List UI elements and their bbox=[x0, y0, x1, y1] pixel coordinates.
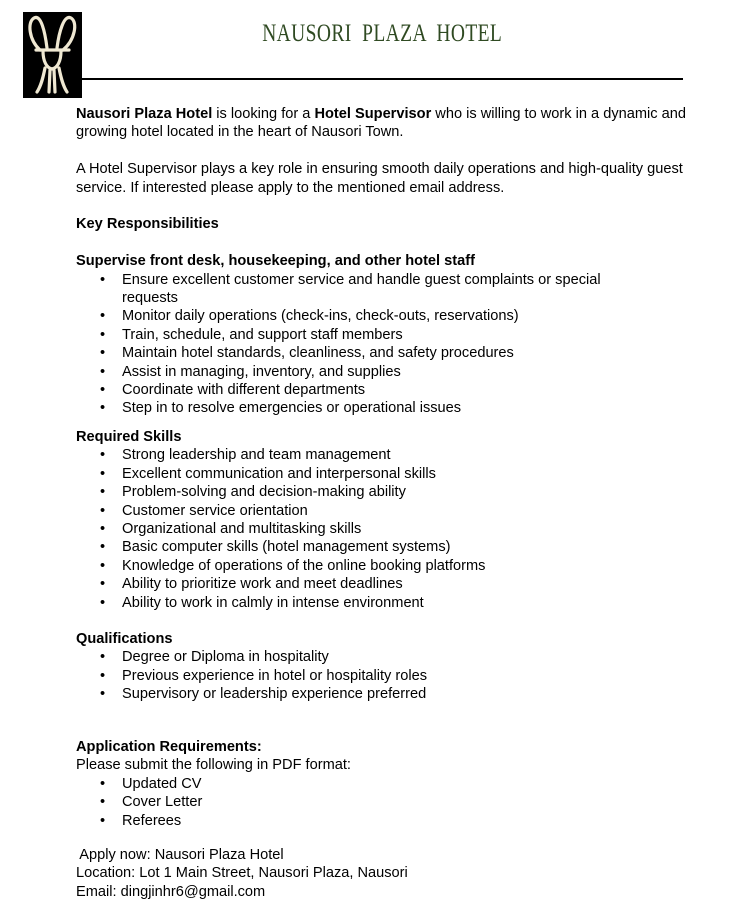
list-item: • Updated CV bbox=[76, 775, 686, 793]
page-title: NAUSORI PLAZA HOTEL bbox=[262, 20, 503, 47]
intro-section bbox=[76, 105, 686, 418]
responsibilities-list bbox=[76, 271, 686, 418]
list-item: • Train, schedule, and support staff members bbox=[76, 326, 686, 344]
apply-now-text: Apply now: Nausori Plaza Hotel bbox=[76, 847, 284, 863]
list-item: • Degree or Diploma in hospitality bbox=[76, 648, 686, 666]
application-list bbox=[76, 775, 686, 830]
list-item: • Referees bbox=[76, 812, 686, 830]
required-skills-heading: Required Skills bbox=[76, 429, 182, 445]
intro-paragraph-1 bbox=[76, 105, 686, 142]
company-name: Nausori Plaza Hotel bbox=[76, 106, 213, 122]
email-text[interactable]: Email: dingjinhr6@gmail.com bbox=[76, 883, 266, 900]
location-text: Location: Lot 1 Main Street, Nausori Plaza, Nausori bbox=[76, 865, 408, 882]
list-item: • Problem-solving and decision-making ability bbox=[76, 483, 686, 501]
list-item: • Assist in managing, inventory, and supplies bbox=[76, 363, 686, 381]
qualifications-heading: Qualifications bbox=[76, 631, 173, 647]
responsibilities-subheading: Supervise front desk, housekeeping, and other hotel staff bbox=[76, 253, 475, 270]
list-item: • Coordinate with different departments bbox=[76, 381, 686, 399]
list-item: • Basic computer skills (hotel management systems) bbox=[76, 538, 686, 556]
list-item: • Strong leadership and team management bbox=[76, 446, 686, 464]
application-intro: Please submit the following in PDF format: bbox=[76, 757, 351, 774]
list-item: • Step in to resolve emergencies or operational issues bbox=[76, 399, 686, 417]
list-item: • Ability to work in calmly in intense environment bbox=[76, 594, 686, 612]
list-item: • Knowledge of operations of the online booking platforms bbox=[76, 557, 686, 575]
required-skills-section bbox=[76, 428, 686, 612]
contact-section bbox=[76, 846, 686, 901]
list-item: • Supervisory or leadership experience preferred bbox=[76, 685, 686, 703]
intro-text: who is willing to work in a dynamic and growing hotel located in the heart of Nausori Town. bbox=[76, 106, 686, 141]
key-responsibilities-heading: Key Responsibilities bbox=[76, 216, 219, 233]
application-section bbox=[76, 738, 686, 830]
list-item: • Maintain hotel standards, cleanliness, and safety procedures bbox=[76, 344, 686, 362]
intro-text: is looking for a bbox=[212, 106, 315, 122]
list-item: • Ensure excellent customer service and handle guest complaints or special requests bbox=[76, 271, 686, 308]
list-item: • Excellent communication and interpersonal skills bbox=[76, 465, 686, 483]
qualifications-list bbox=[76, 648, 686, 703]
list-item: • Previous experience in hotel or hospitality roles bbox=[76, 667, 686, 685]
header-divider bbox=[81, 78, 683, 80]
list-item: • Ability to prioritize work and meet deadlines bbox=[76, 575, 686, 593]
intro-paragraph-2: A Hotel Supervisor plays a key role in ensuring smooth daily operations and high-quality guest service. If interested please apply to the mentioned email address. bbox=[76, 161, 683, 196]
skills-list bbox=[76, 446, 686, 612]
logo-figure-icon bbox=[23, 12, 82, 98]
hotel-logo bbox=[23, 12, 82, 98]
list-item: • Organizational and multitasking skills bbox=[76, 520, 686, 538]
qualifications-section bbox=[76, 630, 686, 704]
list-item: • Customer service orientation bbox=[76, 502, 686, 520]
job-title: Hotel Supervisor bbox=[314, 106, 432, 122]
list-item: • Monitor daily operations (check-ins, check-outs, reservations) bbox=[76, 307, 686, 325]
list-item: • Cover Letter bbox=[76, 793, 686, 811]
application-heading: Application Requirements: bbox=[76, 739, 262, 755]
